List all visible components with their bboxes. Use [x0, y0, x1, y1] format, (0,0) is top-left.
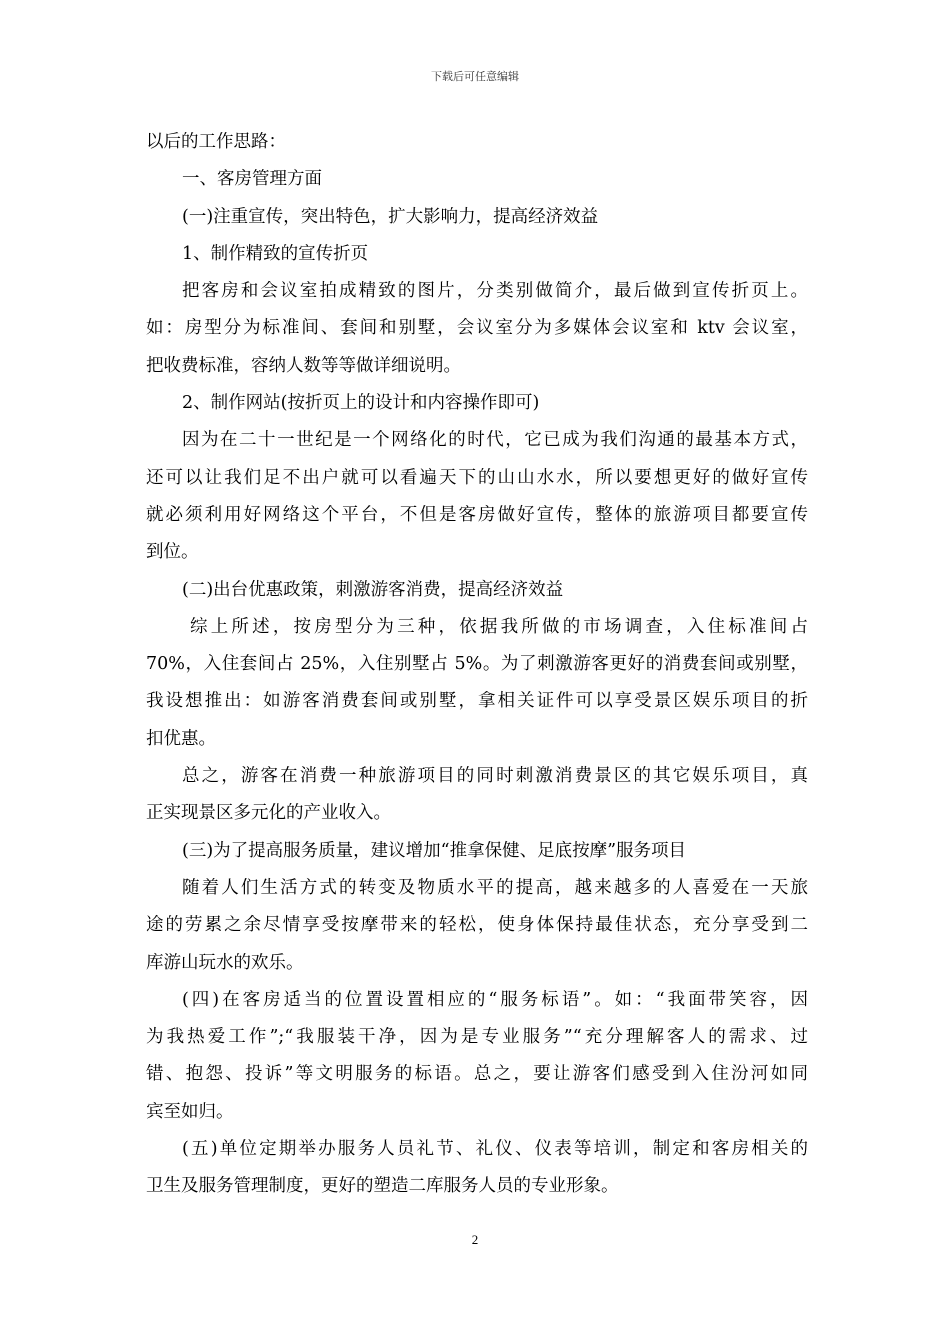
subsection-heading: (三)为了提高服务质量，建议增加“推拿保健、足底按摩”服务项目	[182, 840, 687, 861]
text-line: (四)在客房适当的位置设置相应的“服务标语”。如：“我面带笑容，因	[182, 989, 808, 1010]
subsection-heading: (一)注重宣传，突出特色，扩大影响力，提高经济效益	[182, 206, 599, 227]
item-heading: 1、制作精致的宣传折页	[182, 243, 369, 264]
text-line: 把客房和会议室拍成精致的图片，分类别做简介，最后做到宣传折页上。	[182, 281, 808, 302]
text-line: 途的劳累之余尽情享受按摩带来的轻松，使身体保持最佳状态，充分享受到二	[146, 915, 808, 936]
text-line: 库游山玩水的欢乐。	[146, 952, 304, 973]
text-line: 因为在二十一世纪是一个网络化的时代，它已成为我们沟通的最基本方式，	[182, 430, 808, 451]
page-number: 2	[471, 1232, 479, 1247]
text-line: 就必须利用好网络这个平台，不但是客房做好宣传，整体的旅游项目都要宣传	[146, 504, 808, 525]
text-line: 还可以让我们足不出户就可以看遍天下的山山水水，所以要想更好的做好宣传	[146, 467, 808, 488]
item-heading: 2、制作网站(按折页上的设计和内容操作即可)	[182, 393, 540, 414]
text-line: 为我热爱工作”;“我服装干净，因为是专业服务”“充分理解客人的需求、过	[146, 1027, 808, 1048]
text-line: 如：房型分为标准间、套间和别墅，会议室分为多媒体会议室和 ktv 会议室，	[146, 318, 808, 339]
text-line: 正实现景区多元化的产业收入。	[146, 803, 391, 824]
subsection-heading: (二)出台优惠政策，刺激游客消费，提高经济效益	[182, 579, 564, 600]
text-line: 卫生及服务管理制度，更好的塑造二库服务人员的专业形象。	[146, 1176, 619, 1197]
text-line: 宾至如归。	[146, 1101, 234, 1122]
text-line: 70%，入住套间占 25%，入住别墅占 5%。为了刺激游客更好的消费套间或别墅，	[146, 654, 808, 675]
text-line: 扣优惠。	[146, 728, 216, 749]
text-line: 把收费标准，容纳人数等等做详细说明。	[146, 355, 461, 376]
text-line: 随着人们生活方式的转变及物质水平的提高，越来越多的人喜爱在一天旅	[182, 877, 808, 898]
text-line: 综上所述，按房型分为三种，依据我所做的市场调查，入住标准间占	[190, 616, 808, 637]
text-line: 我设想推出：如游客消费套间或别墅，拿相关证件可以享受景区娱乐项目的折	[146, 691, 808, 712]
text-line: 以后的工作思路：	[146, 132, 286, 152]
text-line: 总之，游客在消费一种旅游项目的同时刺激消费景区的其它娱乐项目，真	[182, 766, 808, 787]
document-body	[146, 124, 808, 1206]
text-line: 到位。	[146, 542, 199, 563]
page-header: 下载后可任意编辑	[431, 70, 519, 83]
text-line: 错、抱怨、投诉”等文明服务的标语。总之，要让游客们感受到入住汾河如同	[146, 1064, 808, 1085]
text-line: (五)单位定期举办服务人员礼节、礼仪、仪表等培训，制定和客房相关的	[182, 1139, 808, 1160]
section-heading: 一、客房管理方面	[182, 169, 322, 190]
